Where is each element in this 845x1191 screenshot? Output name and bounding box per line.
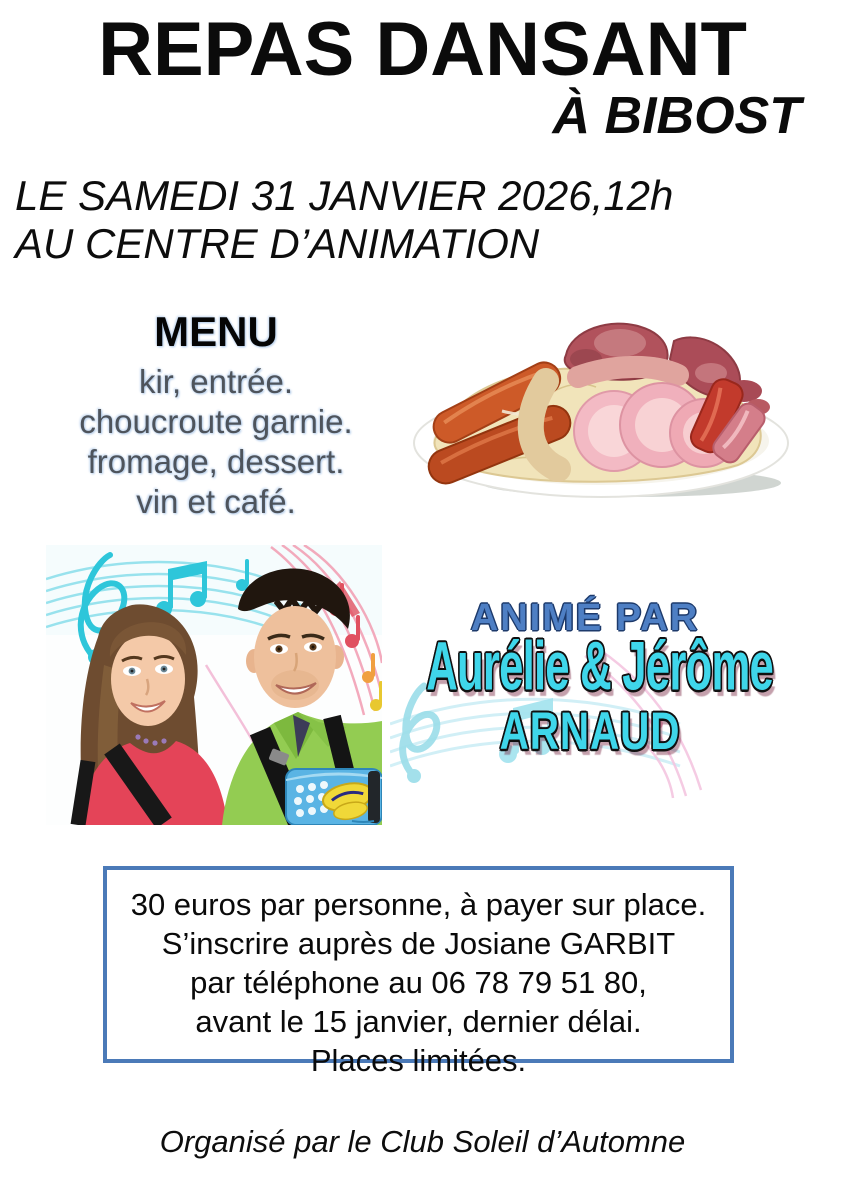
menu-item: fromage, dessert. <box>87 443 345 480</box>
menu-item: kir, entrée. <box>138 363 294 400</box>
menu-item: choucroute garnie. <box>79 403 353 440</box>
registration-contact-line: S’inscrire auprès de Josiane GARBIT <box>161 926 676 961</box>
artist-names-block <box>380 627 800 761</box>
menu-block <box>60 308 372 522</box>
page-title: REPAS DANSANT <box>98 7 747 92</box>
duo-photo <box>46 545 382 825</box>
choucroute-plate-photo <box>406 295 794 502</box>
registration-info-box <box>103 866 734 1078</box>
price-line: 30 euros par personne, à payer sur place. <box>130 887 707 922</box>
phone-line: par téléphone au 06 78 79 51 80, <box>190 965 647 1000</box>
limited-places-line: Places limitées. <box>310 1043 527 1078</box>
event-venue-line: AU CENTRE D’ANIMATION <box>15 220 540 267</box>
event-date-line: LE SAMEDI 31 JANVIER 2026,12h <box>15 172 674 219</box>
event-datetime-block <box>15 172 673 268</box>
deadline-line: avant le 15 janvier, dernier délai. <box>195 1004 642 1039</box>
artist-first-names: Aurélie & Jérôme <box>426 627 774 705</box>
animated-by-label: ANIMÉ PAR <box>470 597 700 639</box>
organizer-footer: Organisé par le Club Soleil d’Automne <box>159 1124 686 1159</box>
menu-heading: MENU <box>154 308 278 355</box>
artist-surname: ARNAUD <box>499 700 681 761</box>
page-subtitle-location: À BIBOST <box>552 87 801 145</box>
accordion <box>286 769 382 825</box>
menu-item: vin et café. <box>136 483 296 520</box>
